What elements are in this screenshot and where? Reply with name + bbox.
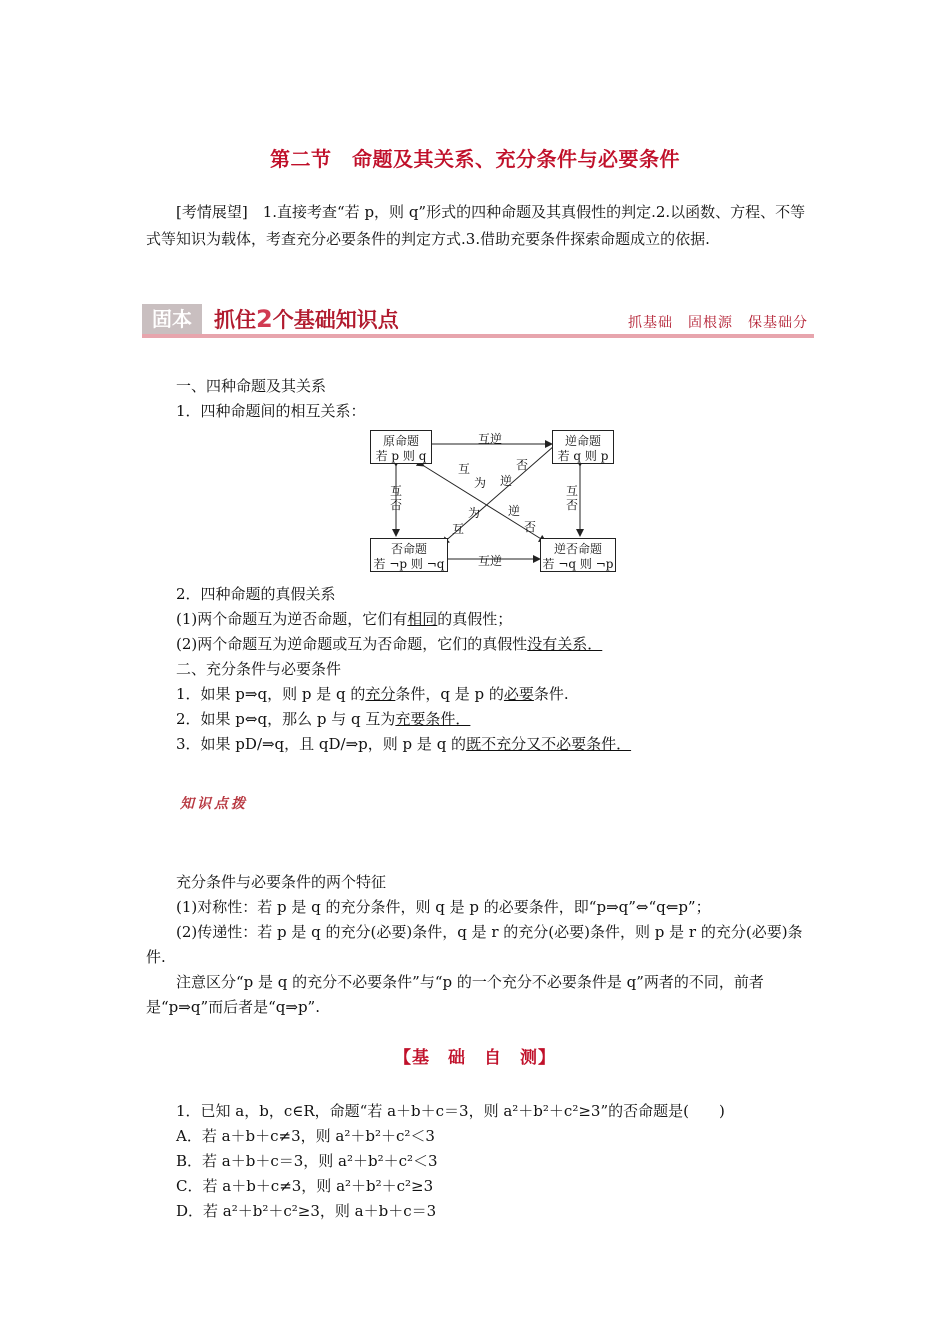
option-c: C．若 a＋b＋c≠3，则 a²＋b²＋c²≥3 xyxy=(176,1177,434,1195)
box-inverse xyxy=(370,538,448,572)
label-diag-b-2: 逆 xyxy=(500,474,513,488)
label-right-2: 否 xyxy=(566,498,579,512)
box-converse-body: 若 q 则 p xyxy=(557,449,609,463)
section1-sub2 xyxy=(176,632,602,657)
section1-sub1 xyxy=(176,607,512,632)
s2-l3-u: 既不充分又不必要条件． xyxy=(466,735,632,753)
section2-line1 xyxy=(176,682,569,707)
s2-l1-c: 条件. xyxy=(533,685,569,703)
banner-number: 2 xyxy=(256,305,273,333)
label-diag-b-1: 否 xyxy=(516,458,529,472)
s2-l1-u2: 必要 xyxy=(503,685,534,703)
option-d: D．若 a²＋b²＋c²≥3，则 a＋b＋c＝3 xyxy=(176,1202,437,1220)
banner-right: 抓基础 固根源 保基础分 xyxy=(628,315,808,331)
section1-item1: 1．四种命题间的相互关系： xyxy=(176,402,366,420)
s2-l1-b: 条件，q 是 p 的 xyxy=(395,685,504,703)
label-diag-a-2: 为 xyxy=(474,476,487,490)
s2-l3-a: 3．如果 pD/⇒q，且 qD/⇒p，则 p 是 q 的 xyxy=(176,735,467,753)
banner-strip xyxy=(142,334,814,338)
sub2-pre: (2)两个命题互为逆命题或互为否命题，它们的真假性 xyxy=(176,635,528,653)
box-original xyxy=(370,430,432,464)
option-a: A．若 a＋b＋c≠3，则 a²＋b²＋c²＜3 xyxy=(176,1127,435,1145)
notes-n3: 注意区分“p 是 q 的充分不必要条件”与“p 的一个充分不必要条件是 q”两者的不同，前者是“p⇒q”而后者是“q⇒p”. xyxy=(146,973,764,1016)
four-propositions-diagram xyxy=(368,428,616,574)
label-top: 互逆 xyxy=(478,432,503,446)
label-diag-a-4: 否 xyxy=(524,520,537,534)
box-inverse-title: 否命题 xyxy=(390,542,427,556)
notes-heading: 充分条件与必要条件的两个特征 xyxy=(176,873,387,891)
question-1: 1．已知 a，b，c∈R，命题“若 a＋b＋c＝3，则 a²＋b²＋c²≥3”的否命题是( ) xyxy=(176,1102,725,1120)
banner-tag: 固本 xyxy=(142,304,202,334)
sub1-post: 的真假性； xyxy=(437,610,513,628)
label-left-2: 否 xyxy=(390,498,403,512)
banner-heading xyxy=(214,304,399,334)
selftest-heading: 【基 础 自 测】 xyxy=(394,1048,556,1068)
sub1-pre: (1)两个命题互为逆否命题，它们有 xyxy=(176,610,408,628)
s2-l2-a: 2．如果 p⇔q，那么 p 与 q 互为 xyxy=(176,710,396,728)
label-diag-a-3: 逆 xyxy=(508,504,521,518)
banner-suffix: 个基础知识点 xyxy=(272,308,399,332)
s2-l1-u1: 充分 xyxy=(365,685,396,703)
label-right-1: 互 xyxy=(566,484,579,498)
notes-n2: (2)传递性：若 p 是 q 的充分(必要)条件，q 是 r 的充分(必要)条件，则 p 是 r 的充分(必要)条件. xyxy=(146,923,803,966)
label-diag-b-4: 互 xyxy=(452,522,465,536)
sub2-underlined: 没有关系． xyxy=(527,635,603,653)
box-inverse-body: 若 ¬p 则 ¬q xyxy=(373,557,445,571)
section1-heading: 一、四种命题及其关系 xyxy=(176,377,327,395)
box-converse-title: 逆命题 xyxy=(564,434,601,448)
section2-heading: 二、充分条件与必要条件 xyxy=(176,660,342,678)
section2-line2 xyxy=(176,707,470,732)
notes-n1: (1)对称性：若 p 是 q 的充分条件，则 q 是 p 的必要条件，即“p⇒q”⇔“q⇐p”； xyxy=(176,898,711,916)
option-b: B．若 a＋b＋c＝3，则 a²＋b²＋c²＜3 xyxy=(176,1152,438,1170)
box-contrapositive-body: 若 ¬q 则 ¬p xyxy=(542,557,614,571)
knowledge-tip-seal: 知识点拨 xyxy=(180,796,248,812)
intro-paragraph: [考情展望] 1.直接考查“若 p，则 q”形式的四种命题及其真假性的判定.2.以函数、方程、不等式等知识为载体，考查充分必要条件的判定方式.3.借助充要条件探索命题成立的依据. xyxy=(146,203,806,248)
s2-l1-a: 1．如果 p⇒q，则 p 是 q 的 xyxy=(176,685,366,703)
box-original-body: 若 p 则 q xyxy=(375,449,427,463)
page-title: 第二节 命题及其关系、充分条件与必要条件 xyxy=(270,147,680,171)
s2-l2-u: 充要条件． xyxy=(395,710,471,728)
label-bottom: 互逆 xyxy=(478,554,503,568)
label-left-1: 互 xyxy=(390,484,403,498)
box-contrapositive-title: 逆否命题 xyxy=(553,542,602,556)
banner-prefix: 抓住 xyxy=(214,308,256,332)
section-banner xyxy=(142,304,814,340)
section2-line3 xyxy=(176,732,631,757)
label-diag-a-1: 互 xyxy=(458,462,471,476)
box-contrapositive xyxy=(540,538,616,572)
sub1-underlined: 相同 xyxy=(407,610,438,628)
box-converse xyxy=(552,430,614,464)
box-original-title: 原命题 xyxy=(382,434,419,448)
label-diag-b-3: 为 xyxy=(468,506,481,520)
section1-item2: 2．四种命题的真假关系 xyxy=(176,585,336,603)
